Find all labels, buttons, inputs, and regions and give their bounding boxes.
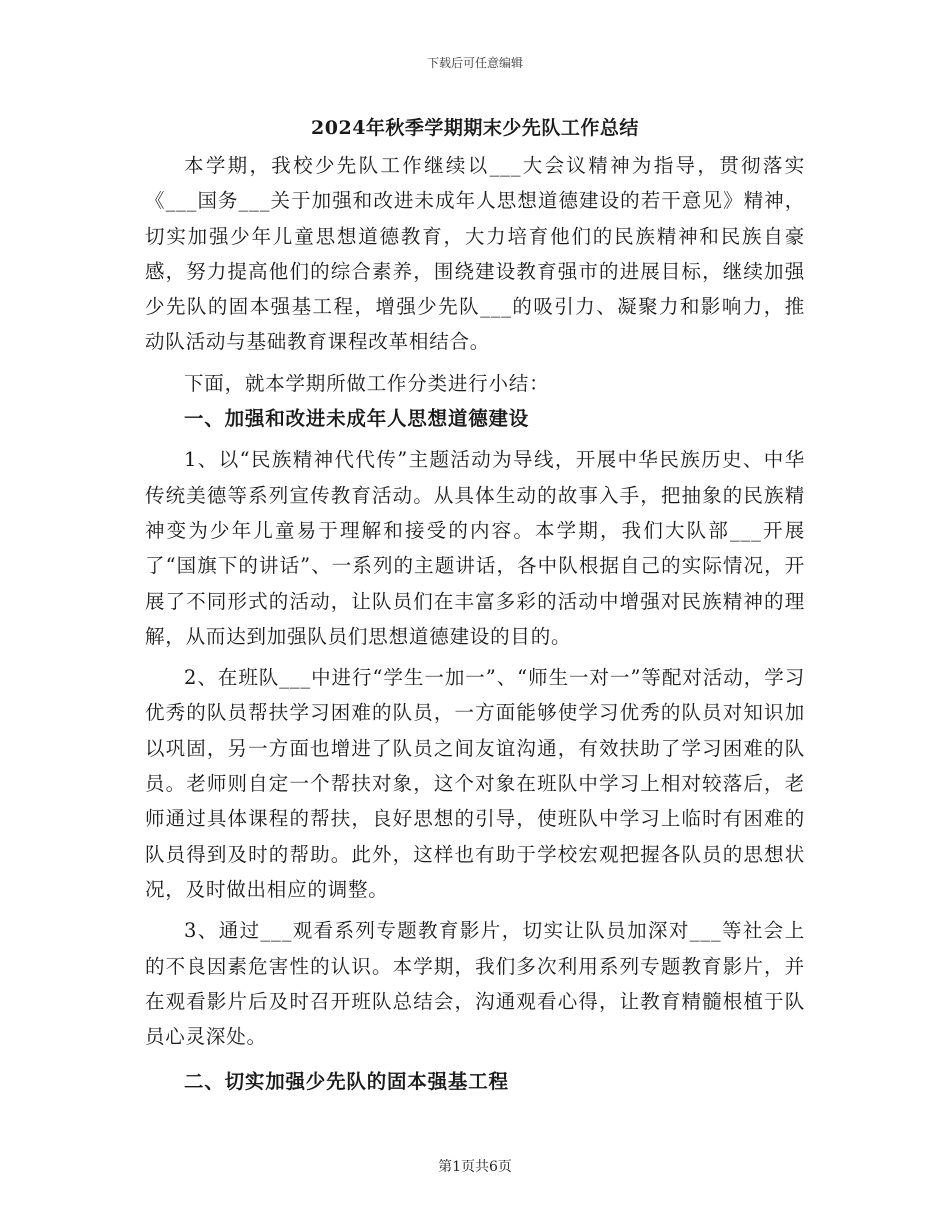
section-heading-2: 二、切实加强少先队的固本强基工程 bbox=[184, 1070, 509, 1094]
page-number: 第1页共6页 bbox=[438, 1159, 512, 1175]
section-heading-1: 一、加强和改进未成年人思想道德建设 bbox=[184, 407, 530, 431]
document-body bbox=[145, 148, 805, 1100]
download-note: 下载后可任意编辑 bbox=[426, 56, 523, 70]
intro-paragraph: 本学期，我校少先队工作继续以___大会议精神为指导，贯彻落实《___国务___关于加强和改进未成年人思想道德建设的若干意见》精神，切实加强少年儿童思想道德教育，大力培育他们的民族精神和民族自豪感，努力提高他们的综合素养，围绕建设教育强市的进展目标，继续加强少先队的固本强基工程，增强少先队___的吸引力、凝聚力和影响力，推动队活动与基础教育课程改革相结合。 bbox=[145, 154, 805, 354]
document-title: 2024年秋季学期期末少先队工作总结 bbox=[311, 117, 639, 139]
item-2-paragraph: 2、在班队___中进行“学生一加一”、“师生一对一”等配对活动，学习优秀的队员帮扶学习困难的队员，一方面能够使学习优秀的队员对知识加以巩固，另一方面也增进了队员之间友谊沟通，有效扶助了学习困难的队员。老师则自定一个帮扶对象，这个对象在班队中学习上相对较落后，老师通过具体课程的帮扶，良好思想的引导，使班队中学习上临时有困难的队员得到及时的帮助。此外，这样也有助于学校宏观把握各队员的思想状况，及时做出相应的调整。 bbox=[145, 666, 805, 901]
item-3-paragraph: 3、通过___观看系列专题教育影片，切实让队员加深对___等社会上的不良因素危害性的认识。本学期，我们多次利用系列专题教育影片，并在观看影片后及时召开班队总结会，沟通观看心得，让教育精髓根植于队员心灵深处。 bbox=[145, 919, 805, 1049]
item-1-paragraph: 1、以“民族精神代代传”主题活动为导线，开展中华民族历史、中华传统美德等系列宣传教育活动。从具体生动的故事入手，把抽象的民族精神变为少年儿童易于理解和接受的内容。本学期，我们大队部___开展了“国旗下的讲话”、一系列的主题讲话，各中队根据自己的实际情况，开展了不同形式的活动，让队员们在丰富多彩的活动中增强对民族精神的理解，从而达到加强队员们思想道德建设的目的。 bbox=[145, 448, 805, 648]
summary-lead-paragraph: 下面，就本学期所做工作分类进行小结： bbox=[184, 371, 550, 395]
